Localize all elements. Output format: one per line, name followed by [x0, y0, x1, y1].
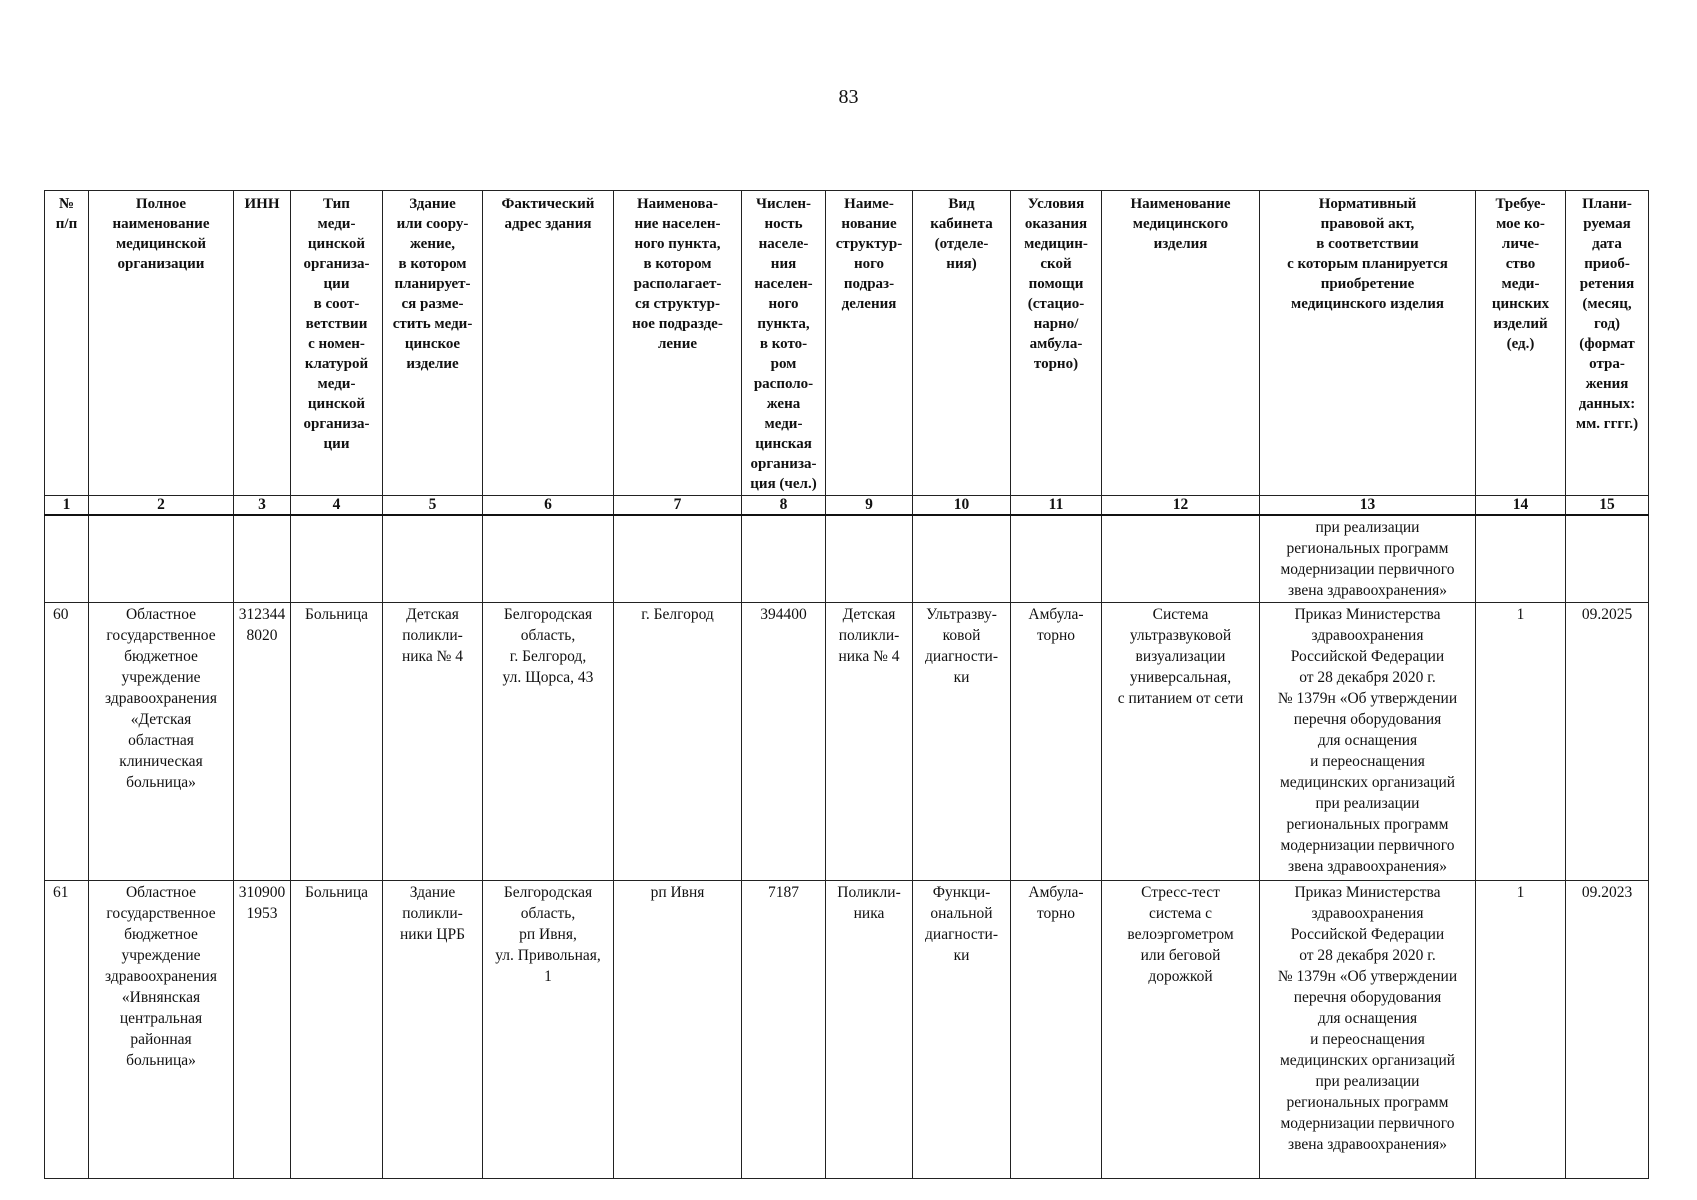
- cabinet-cell: Ультразву- ковой диагности- ки: [913, 603, 1011, 881]
- column-number: 6: [483, 496, 614, 516]
- header-cell-num: № п/п: [45, 191, 89, 496]
- row-number-cell: 60: [45, 603, 89, 881]
- settlement-cell: рп Ивня: [614, 881, 742, 1179]
- empty-cell: [1476, 515, 1566, 603]
- empty-cell: [89, 515, 234, 603]
- date-cell: 09.2025: [1566, 603, 1649, 881]
- conditions-cell: Амбула- торно: [1011, 603, 1102, 881]
- equipment-registry-table: [44, 190, 1649, 1179]
- header-cell-unit: Наиме- нование структур- ного подраз- деления: [826, 191, 913, 496]
- address-cell: Белгородская область, рп Ивня, ул. Привольная, 1: [483, 881, 614, 1179]
- empty-cell: [913, 515, 1011, 603]
- empty-cell: [1566, 515, 1649, 603]
- empty-cell: [45, 515, 89, 603]
- date-cell: 09.2023: [1566, 881, 1649, 1179]
- settlement-cell: г. Белгород: [614, 603, 742, 881]
- column-number: 7: [614, 496, 742, 516]
- column-number-row: [45, 496, 1649, 516]
- address-cell: Белгородская область, г. Белгород, ул. Щорса, 43: [483, 603, 614, 881]
- continuation-row: [45, 515, 1649, 603]
- column-number: 8: [742, 496, 826, 516]
- org-type-cell: Больница: [291, 603, 383, 881]
- column-number: 9: [826, 496, 913, 516]
- header-cell-cabinet: Вид кабинета (отделе- ния): [913, 191, 1011, 496]
- header-cell-address: Фактический адрес здания: [483, 191, 614, 496]
- empty-cell: [614, 515, 742, 603]
- header-cell-device: Наименование медицинского изделия: [1102, 191, 1260, 496]
- header-cell-inn: ИНН: [234, 191, 291, 496]
- quantity-cell: 1: [1476, 881, 1566, 1179]
- header-cell-conditions: Условия оказания медицин- ской помощи (стацио- нарно/ амбула- торно): [1011, 191, 1102, 496]
- organization-cell: Областное государственное бюджетное учреждение здравоохранения «Детская областная клиническая больница»: [89, 603, 234, 881]
- empty-cell: [383, 515, 483, 603]
- column-number: 13: [1260, 496, 1476, 516]
- header-cell-settlement: Наименова- ние населен- ного пункта, в котором располагает- ся структур- ное подразде- ление: [614, 191, 742, 496]
- column-number: 14: [1476, 496, 1566, 516]
- column-number: 10: [913, 496, 1011, 516]
- header-cell-population: Числен- ность населе- ния населен- ного пункта, в кото- ром располо- жена меди- цинская организа- ция (чел.): [742, 191, 826, 496]
- column-number: 12: [1102, 496, 1260, 516]
- cabinet-cell: Функци- ональной диагности- ки: [913, 881, 1011, 1179]
- population-cell: 7187: [742, 881, 826, 1179]
- column-number: 5: [383, 496, 483, 516]
- inn-cell: 310900 1953: [234, 881, 291, 1179]
- population-cell: 394400: [742, 603, 826, 881]
- unit-cell: Детская поликли- ника № 4: [826, 603, 913, 881]
- header-cell-org: Полное наименование медицинской организации: [89, 191, 234, 496]
- device-cell: Система ультразвуковой визуализации универсальная, с питанием от сети: [1102, 603, 1260, 881]
- org-type-cell: Больница: [291, 881, 383, 1179]
- quantity-cell: 1: [1476, 603, 1566, 881]
- page-number: 83: [838, 86, 859, 108]
- header-cell-building: Здание или соору- жение, в котором планирует- ся разме- стить меди- цинское изделие: [383, 191, 483, 496]
- empty-cell: [1011, 515, 1102, 603]
- column-number: 4: [291, 496, 383, 516]
- table-row: [45, 881, 1649, 1179]
- row-number-cell: 61: [45, 881, 89, 1179]
- inn-cell: 312344 8020: [234, 603, 291, 881]
- organization-cell: Областное государственное бюджетное учреждение здравоохранения «Ивнянская центральная районная больница»: [89, 881, 234, 1179]
- header-cell-quantity: Требуе- мое ко- личе- ство меди- цинских изделий (ед.): [1476, 191, 1566, 496]
- empty-cell: [234, 515, 291, 603]
- column-number: 11: [1011, 496, 1102, 516]
- empty-cell: [483, 515, 614, 603]
- header-cell-date: Плани- руемая дата приоб- ретения (месяц, год) (формат отра- жения данных: мм. гггг.): [1566, 191, 1649, 496]
- legal-act-cell: Приказ Министерства здравоохранения Российской Федерации от 28 декабря 2020 г. № 1379н «Об утверждении перечня оборудования для оснащения и переоснащения медицинских организаций при реализации региональных программ модернизации первичного звена здравоохранения»: [1260, 881, 1476, 1179]
- empty-cell: [1102, 515, 1260, 603]
- header-cell-legal-act: Нормативный правовой акт, в соответствии с которым планируется приобретение медицинского изделия: [1260, 191, 1476, 496]
- empty-cell: [826, 515, 913, 603]
- table-row: [45, 603, 1649, 881]
- header-row: [45, 191, 1649, 496]
- column-number: 15: [1566, 496, 1649, 516]
- column-number: 2: [89, 496, 234, 516]
- column-number: 3: [234, 496, 291, 516]
- legal-act-cell: Приказ Министерства здравоохранения Российской Федерации от 28 декабря 2020 г. № 1379н «Об утверждении перечня оборудования для оснащения и переоснащения медицинских организаций при реализации региональных программ модернизации первичного звена здравоохранения»: [1260, 603, 1476, 881]
- building-cell: Детская поликли- ника № 4: [383, 603, 483, 881]
- device-cell: Стресс-тест система с велоэргометром или беговой дорожкой: [1102, 881, 1260, 1179]
- empty-cell: [742, 515, 826, 603]
- conditions-cell: Амбула- торно: [1011, 881, 1102, 1179]
- building-cell: Здание поликли- ники ЦРБ: [383, 881, 483, 1179]
- header-cell-org-type: Тип меди- цинской организа- ции в соот- ветствии с номен- клатурой меди- цинской организа- ции: [291, 191, 383, 496]
- legal-act-continuation-cell: при реализации региональных программ модернизации первичного звена здравоохранения»: [1260, 515, 1476, 603]
- empty-cell: [291, 515, 383, 603]
- column-number: 1: [45, 496, 89, 516]
- unit-cell: Поликли- ника: [826, 881, 913, 1179]
